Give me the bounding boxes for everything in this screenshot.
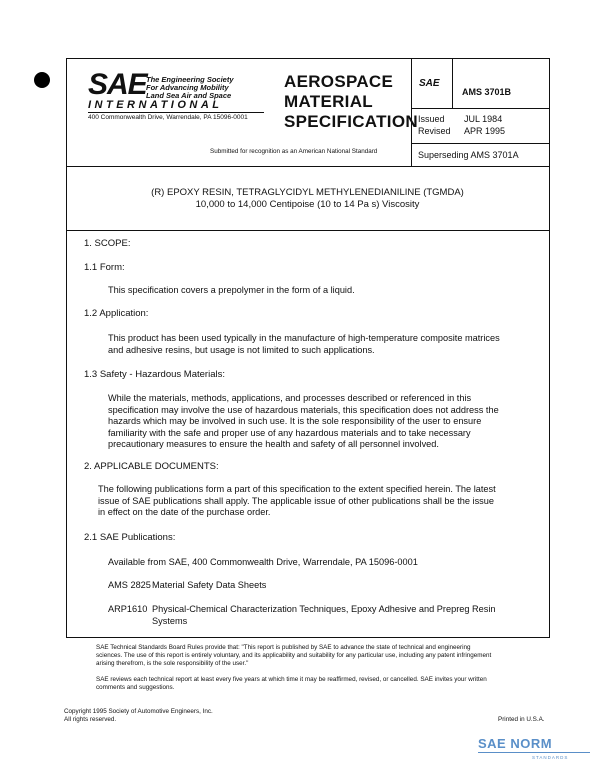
section-2-heading: 2. APPLICABLE DOCUMENTS: [84,461,219,472]
title-line: (R) EPOXY RESIN, TETRAGLYCIDYL METHYLENEDIANILINE (TGMDA) [151,187,464,198]
text-line: familiarity with the safe and proper use of any hazardous materials and to take necessary [108,427,471,438]
text-line: and adhesive resins, but usage is not limited to such applications. [108,344,375,355]
text-line: sciences. The use of this report is entirely voluntary, and its applicability and suitability for any particular use, including any patent infringement [96,652,492,659]
section-2-1-heading: 2.1 SAE Publications: [84,532,176,543]
text-line: All rights reserved. [64,716,117,723]
spec-box-inner [452,58,453,108]
sae-tagline [146,76,234,100]
text-line: in effect on the date of the purchase order. [98,507,271,517]
title-subline: 10,000 to 14,000 Centipoise (10 to 14 Pa s) Viscosity [195,199,420,210]
submitted-note: Submitted for recognition as an American National Standard [210,148,378,155]
sae-norm-watermark: SAE NORM [478,736,553,751]
section-2-text [98,484,496,519]
revised-label: Revised [418,126,451,136]
revised-date: APR 1995 [464,126,506,136]
tagline-line: The Engineering Society [146,75,234,84]
punch-hole [34,72,50,88]
printed-in: Printed in U.S.A. [498,716,545,723]
text-line: SAE Technical Standards Board Rules provide that: "This report is published by SAE to advance the state of technical and engineering [96,644,471,651]
text-line: This product has been used typically in the manufacture of high-temperature composite matrices [108,333,500,343]
text-line: hazards which may be involved in such use. It is the sole responsibility of the user to ensure [108,416,482,426]
text-line: While the materials, methods, applications, and processes described or referenced in this [108,393,472,403]
text-line: Systems [152,615,188,626]
text-line: comments and suggestions. [96,684,175,691]
spec-box-divider-2 [411,143,549,144]
section-1-heading: 1. SCOPE: [84,238,131,249]
issued-date: JUL 1984 [464,114,503,124]
sae-logo: SAE [88,68,147,101]
spec-number: AMS 3701B [462,87,512,97]
sae-address: 400 Commonwealth Drive, Warrendale, PA 15096-0001 [88,114,248,121]
review-notice [96,676,546,692]
doc-type-line: SPECIFICATION [284,112,418,131]
section-1-1-heading: 1.1 Form: [84,262,125,273]
arp-1610-title [152,604,496,627]
text-line: arising therefrom, is the sole responsibility of the user." [96,660,249,667]
ams-2825-code: AMS 2825 [108,580,151,590]
header-divider [66,166,549,167]
section-1-3-heading: 1.3 Safety - Hazardous Materials: [84,369,225,380]
doc-type [284,72,418,132]
tagline-line: Land Sea Air and Space [146,91,232,100]
international-label: INTERNATIONAL [88,99,223,111]
superseding: Superseding AMS 3701A [418,150,519,160]
section-2-1-text: Available from SAE, 400 Commonwealth Drive, Warrendale, PA 15096-0001 [108,557,418,567]
text-line: Physical-Chemical Characterization Techniques, Epoxy Adhesive and Prepreg Resin [152,604,496,614]
spec-box-divider [411,108,549,109]
section-1-2-heading: 1.2 Application: [84,308,149,319]
arp-1610-code: ARP1610 [108,604,148,614]
issued-label: Issued [418,114,445,124]
logo-underline [88,112,264,113]
doc-type-line: AEROSPACE [284,72,394,91]
copyright [64,708,213,724]
box-sae-logo: SAE [419,78,440,89]
title-divider [66,230,549,231]
text-line: precautionary measures to ensure the health and safety of all personnel involved. [108,439,439,449]
text-line: SAE reviews each technical report at least every five years at which time it may be reaffirmed, revised, or cancelled. SAE invites your written [96,676,487,683]
section-1-1-text: This specification covers a prepolymer in the form of a liquid. [108,285,355,295]
document-title [66,187,549,211]
text-line: The following publications form a part of this specification to the extent specified herein. The latest [98,484,496,494]
watermark-underline [478,752,590,753]
tagline-line: For Advancing Mobility [146,83,229,92]
text-line: Copyright 1995 Society of Automotive Engineers, Inc. [64,708,213,715]
doc-type-line: MATERIAL [284,92,373,111]
section-1-2-text [108,333,500,356]
ams-2825-title: Material Safety Data Sheets [152,580,267,590]
watermark-subtext: STANDARDS [532,755,569,760]
text-line: issue of SAE publications shall apply. The applicable issue of other publications shall be the issue [98,495,494,506]
text-line: specification may involve the use of hazardous materials, this specification does not address the [108,404,499,415]
section-1-3-text [108,393,499,451]
policy-notice [96,644,546,668]
